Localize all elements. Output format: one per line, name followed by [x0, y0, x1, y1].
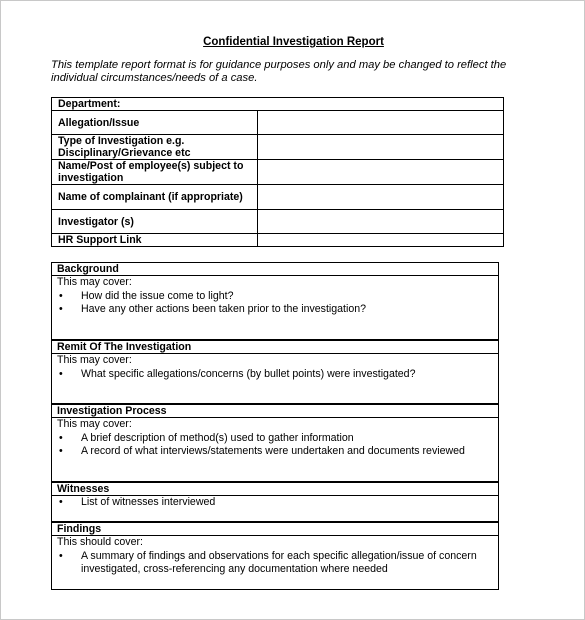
- label-allegation: Allegation/Issue: [52, 111, 258, 135]
- field-hr-support[interactable]: [258, 234, 504, 247]
- label-employee: Name/Post of employee(s) subject to investigation: [52, 160, 258, 185]
- label-hr-support: HR Support Link: [52, 234, 258, 247]
- process-bullet-2: • A record of what interviews/statements were undertaken and documents reviewed: [57, 445, 498, 459]
- row-allegation: [52, 111, 504, 135]
- field-type[interactable]: [258, 135, 504, 160]
- section-findings[interactable]: [51, 522, 499, 590]
- row-hr-support: [52, 234, 504, 247]
- process-heading: Investigation Process: [52, 405, 498, 418]
- section-witnesses[interactable]: [51, 482, 499, 522]
- row-employee: [52, 160, 504, 185]
- findings-bullet-1: • A summary of findings and observations for each specific allegation/issue of concern investigated, cross-referencing any documentation where needed: [57, 550, 498, 577]
- remit-bullet-1: • What specific allegations/concerns (by bullet points) were investigated?: [57, 368, 498, 382]
- section-background[interactable]: [51, 262, 499, 340]
- row-complainant: [52, 185, 504, 210]
- label-department: Department:: [52, 98, 504, 111]
- intro-text: This template report format is for guidance purposes only and may be changed to reflect the individual circumstances/needs of a case.: [51, 59, 507, 84]
- label-investigator: Investigator (s): [52, 210, 258, 234]
- field-complainant[interactable]: [258, 185, 504, 210]
- field-allegation[interactable]: [258, 111, 504, 135]
- section-remit[interactable]: [51, 340, 499, 404]
- section-process[interactable]: [51, 404, 499, 482]
- process-bullet-1: • A brief description of method(s) used to gather information: [57, 432, 498, 446]
- row-department: [52, 98, 504, 111]
- field-employee[interactable]: [258, 160, 504, 185]
- label-type: Type of Investigation e.g. Disciplinary/Grievance etc: [52, 135, 258, 160]
- process-lead: This may cover:: [57, 418, 132, 430]
- background-bullet-1: • How did the issue come to light?: [57, 290, 498, 304]
- remit-heading: Remit Of The Investigation: [52, 341, 498, 354]
- witnesses-heading: Witnesses: [52, 483, 498, 496]
- info-table: [51, 97, 504, 247]
- field-investigator[interactable]: [258, 210, 504, 234]
- row-investigator: [52, 210, 504, 234]
- remit-lead: This may cover:: [57, 354, 132, 366]
- findings-lead: This should cover:: [57, 536, 143, 548]
- findings-heading: Findings: [52, 523, 498, 536]
- report-title: Confidential Investigation Report: [203, 36, 384, 48]
- background-lead: This may cover:: [57, 276, 132, 288]
- background-bullet-2: • Have any other actions been taken prior to the investigation?: [57, 303, 498, 317]
- row-type: [52, 135, 504, 160]
- label-complainant: Name of complainant (if appropriate): [52, 185, 258, 210]
- witnesses-bullet-1: • List of witnesses interviewed: [57, 496, 498, 510]
- background-heading: Background: [52, 263, 498, 276]
